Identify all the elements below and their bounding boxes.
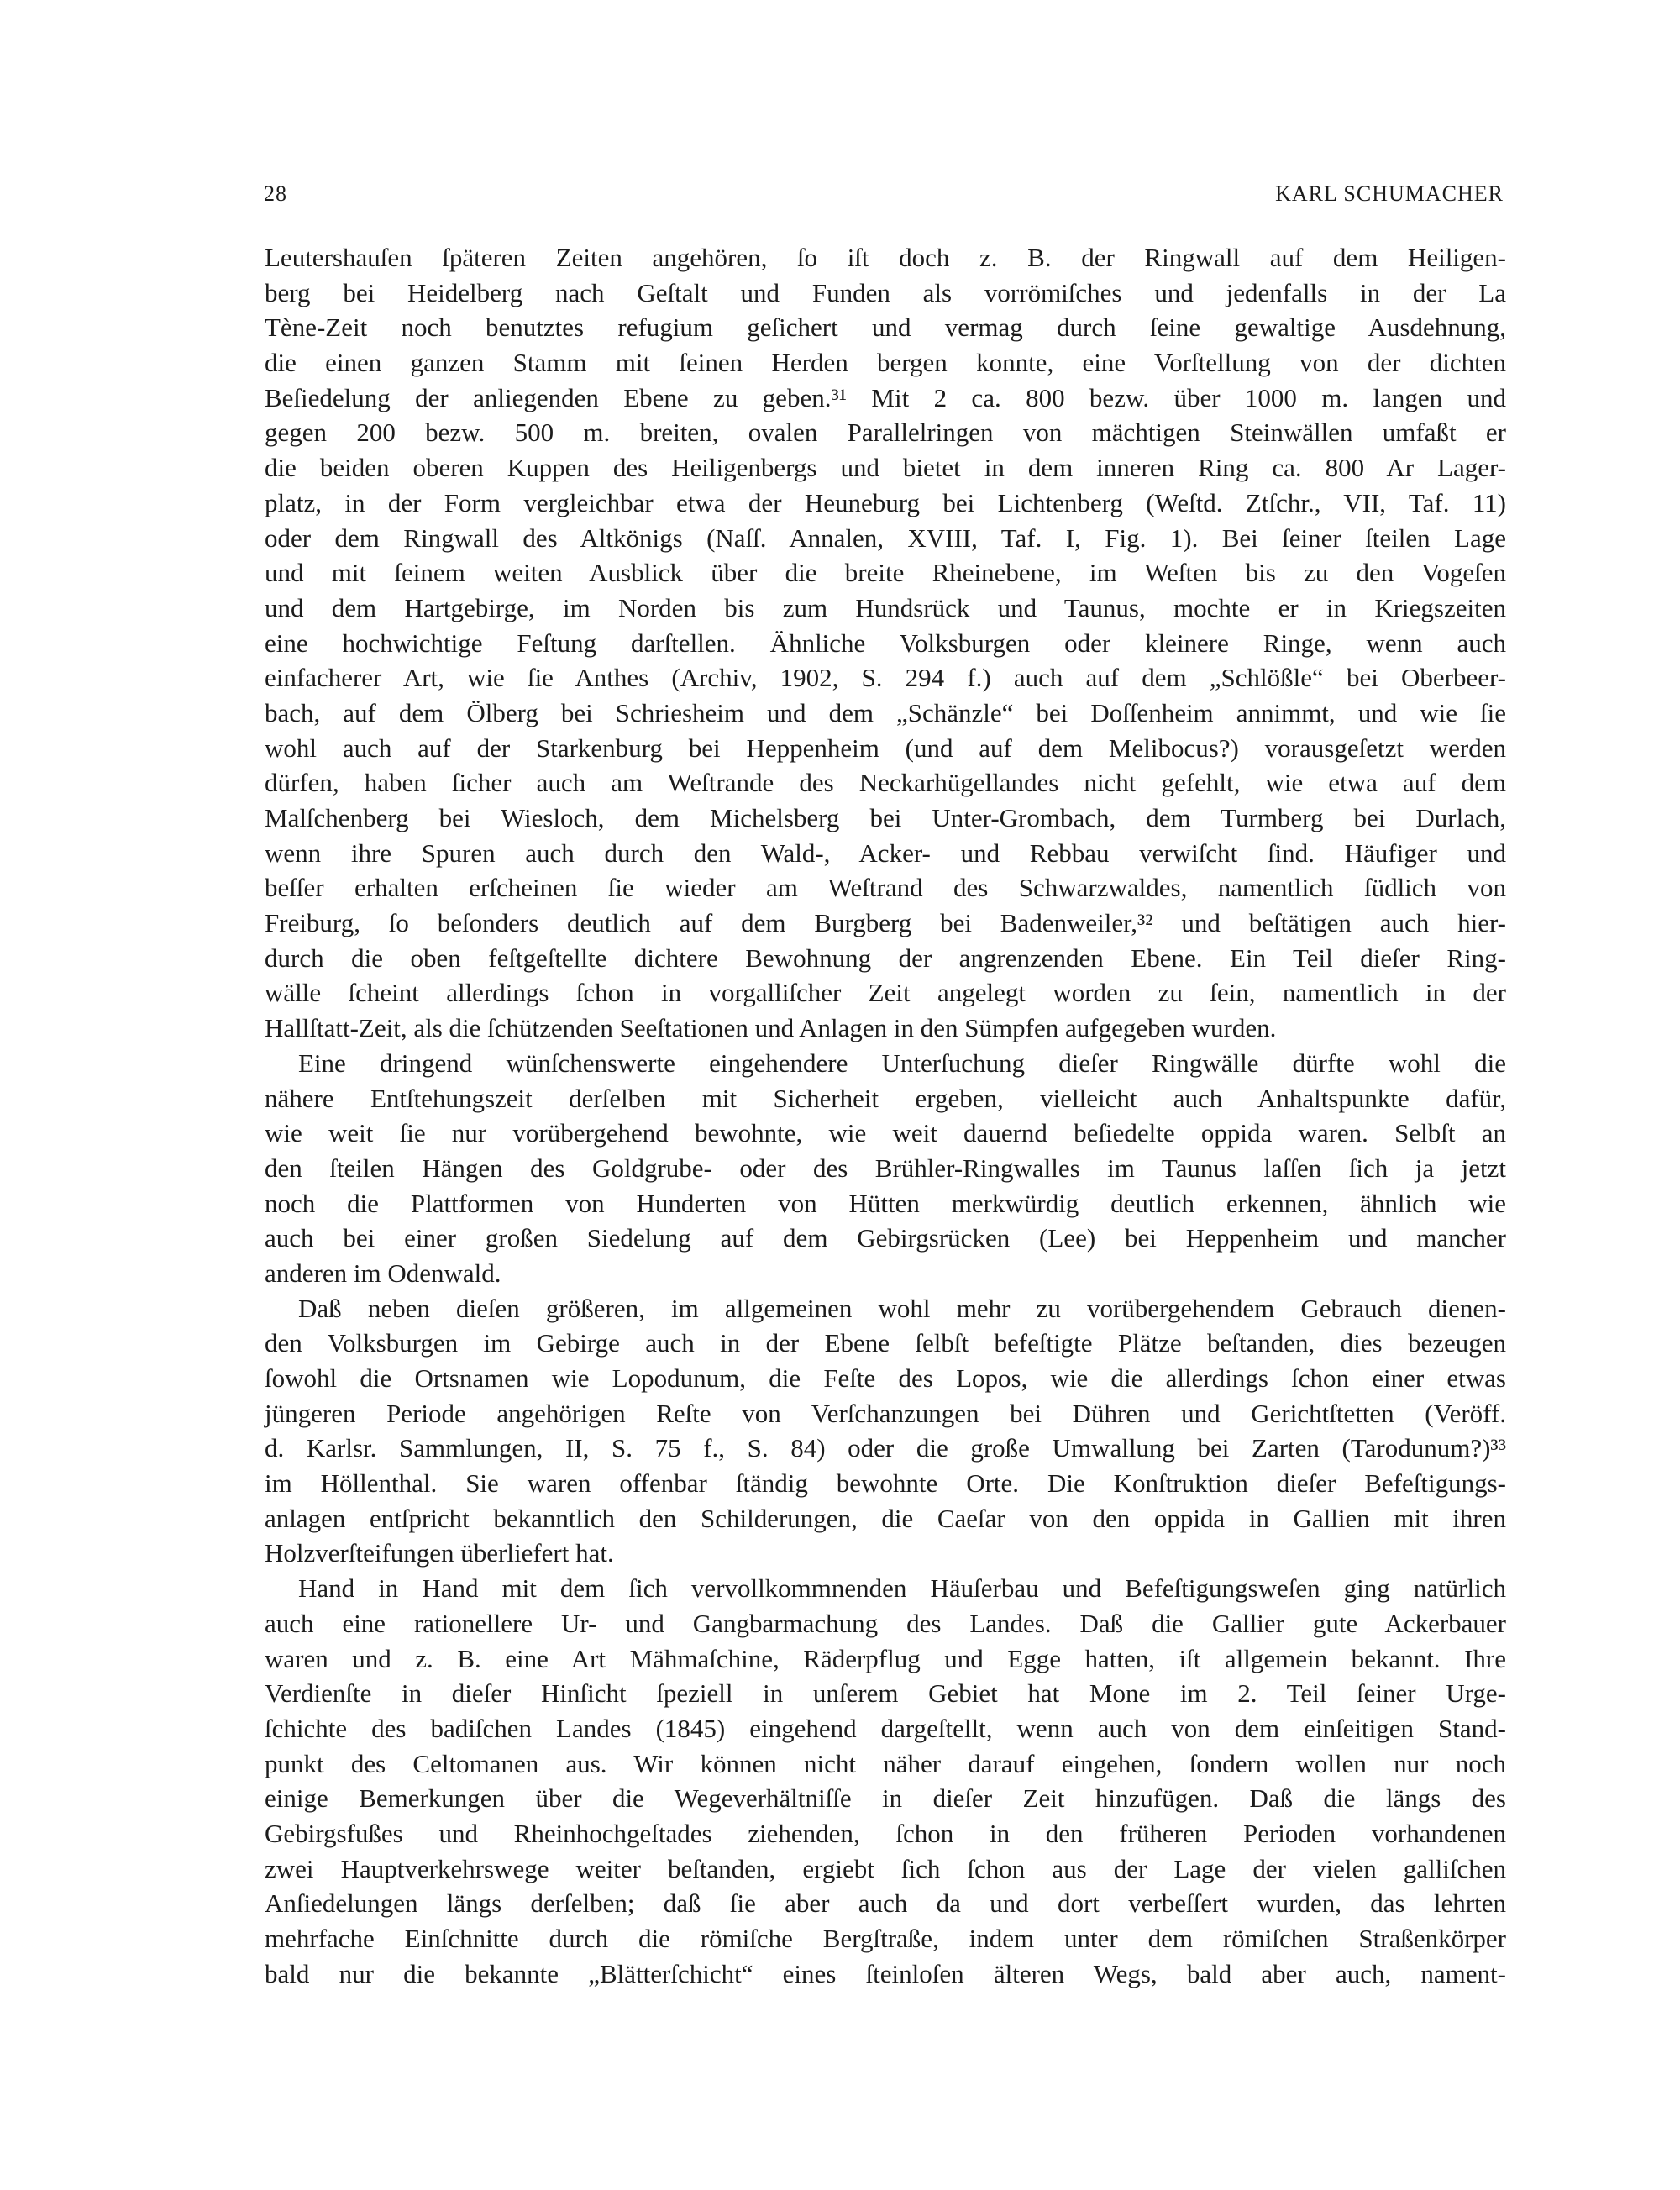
text-line: Hallſtatt-Zeit, als die ſchützenden Seeſtationen und Anlagen in den Sümpfen aufgegeben wurden.	[265, 1013, 1277, 1043]
text-line: Holzverſteifungen überliefert hat.	[265, 1538, 614, 1568]
text-line: oder dem Ringwall des Altkönigs (Naſſ. Annalen, XVIII, Taf. I, Fig. 1). Bei ſeiner ſteilen Lage	[265, 523, 1506, 553]
text-line: wohl auch auf der Starkenburg bei Heppenheim (und auf dem Melibocus?) vorausgeſetzt werden	[265, 733, 1506, 763]
text-line: Freiburg, ſo beſonders deutlich auf dem Burgberg bei Badenweiler,³² und beſtätigen auch hier-	[265, 908, 1506, 938]
text-line: gegen 200 bezw. 500 m. breiten, ovalen Parallelringen von mächtigen Steinwällen umfaßt er	[265, 418, 1506, 448]
text-line: beſſer erhalten erſcheinen ſie wieder am Weſtrand des Schwarzwaldes, namentlich ſüdlich von	[265, 873, 1506, 903]
text-line: platz, in der Form vergleichbar etwa der Heuneburg bei Lichtenberg (Weſtd. Ztſchr., VII, Taf. 11)	[265, 487, 1506, 517]
text-line: Verdienſte in dieſer Hinſicht ſpeziell in unſerem Gebiet hat Mone im 2. Teil ſeiner Urge-	[265, 1678, 1506, 1709]
running-head: KARL SCHUMACHER	[1275, 181, 1504, 206]
text-line: Eine dringend wünſchenswerte eingehendere Unterſuchung dieſer Ringwälle dürfte wohl die	[298, 1048, 1506, 1078]
text-line: bald nur die bekannte „Blätterſchicht“ eines ſteinloſen älteren Wegs, bald aber auch, nament-	[265, 1958, 1506, 1988]
text-line: Tène-Zeit noch benutztes refugium geſichert und vermag durch ſeine gewaltige Ausdehnung,	[265, 312, 1506, 343]
text-line: mehrfache Einſchnitte durch die römiſche Bergſtraße, indem unter dem römiſchen Straßenkörper	[265, 1924, 1506, 1953]
body-text	[265, 240, 1506, 1991]
text-line: wenn ihre Spuren auch durch den Wald-, Acker- und Rebbau verwiſcht ſind. Häufiger und	[265, 838, 1506, 868]
text-line: den ſteilen Hängen des Goldgrube- oder des Brühler-Ringwalles im Taunus laſſen ſich ja jetzt	[265, 1153, 1506, 1183]
text-line: auch bei einer großen Siedelung auf dem Gebirgsrücken (Lee) bei Heppenheim und mancher	[265, 1223, 1506, 1253]
text-line: wie weit ſie nur vorübergehend bewohnte, wie weit dauernd beſiedelte oppida waren. Selbſt an	[265, 1118, 1506, 1148]
text-line: den Volksburgen im Gebirge auch in der Ebene ſelbſt befeſtigte Plätze beſtanden, dies bezeugen	[265, 1328, 1506, 1358]
text-line: auch eine rationellere Ur- und Gangbarmachung des Landes. Daß die Gallier gute Ackerbauer	[265, 1608, 1506, 1638]
text-line: Anſiedelungen längs derſelben; daß ſie aber auch da und dort verbeſſert wurden, das lehrten	[265, 1888, 1506, 1919]
text-line: zwei Hauptverkehrswege weiter beſtanden, ergiebt ſich ſchon aus der Lage der vielen galliſchen	[265, 1853, 1506, 1883]
text-line: bach, auf dem Ölberg bei Schriesheim und dem „Schänzle“ bei Doſſenheim annimmt, und wie ſie	[265, 697, 1506, 727]
text-line: jüngeren Periode angehörigen Reſte von Verſchanzungen bei Dühren und Gerichtſtetten (Veröff.	[265, 1398, 1506, 1428]
text-line: einige Bemerkungen über die Wegeverhältniſſe in dieſer Zeit hinzufügen. Daß die längs des	[265, 1783, 1506, 1814]
text-line: eine hochwichtige Feſtung darſtellen. Ähnliche Volksburgen oder kleinere Ringe, wenn auch	[265, 628, 1506, 658]
text-line: d. Karlsr. Sammlungen, II, S. 75 f., S. 84) oder die große Umwallung bei Zarten (Tarodunum?)³³	[265, 1433, 1506, 1463]
text-line: einfacherer Art, wie ſie Anthes (Archiv, 1902, S. 294 f.) auch auf dem „Schlößle“ bei Oberbeer-	[265, 663, 1506, 693]
text-line: Leutershauſen ſpäteren Zeiten angehören, ſo iſt doch z. B. der Ringwall auf dem Heiligen-	[265, 243, 1506, 272]
page-number: 28	[264, 181, 287, 206]
text-line: noch die Plattformen von Hunderten von Hütten merkwürdig deutlich erkennen, ähnlich wie	[265, 1188, 1506, 1218]
text-line: nähere Entſtehungszeit derſelben mit Sicherheit ergeben, vielleicht auch Anhaltspunkte dafür,	[265, 1083, 1506, 1113]
text-line: Gebirgsfußes und Rheinhochgeſtades ziehenden, ſchon in den früheren Perioden vorhandenen	[265, 1818, 1506, 1848]
text-line: Malſchenberg bei Wiesloch, dem Michelsberg bei Unter-Grombach, dem Turmberg bei Durlach,	[265, 803, 1506, 832]
text-line: anderen im Odenwald.	[265, 1258, 501, 1288]
text-line: ſowohl die Ortsnamen wie Lopodunum, die Feſte des Lopos, wie die allerdings ſchon einer etwas	[265, 1363, 1506, 1393]
text-line: punkt des Celtomanen aus. Wir können nicht näher darauf eingehen, ſondern wollen nur noch	[265, 1748, 1506, 1778]
text-line: im Höllenthal. Sie waren offenbar ſtändig bewohnte Orte. Die Konſtruktion dieſer Befeſtigungs-	[265, 1468, 1506, 1499]
text-line: Beſiedelung der anliegenden Ebene zu geben.³¹ Mit 2 ca. 800 bezw. über 1000 m. langen und	[265, 382, 1506, 412]
text-line: ſchichte des badiſchen Landes (1845) eingehend dargeſtellt, wenn auch von dem einſeitigen Stand-	[265, 1713, 1506, 1743]
text-line: durch die oben feſtgeſtellte dichtere Bewohnung der angrenzenden Ebene. Ein Teil dieſer Ring-	[265, 943, 1506, 973]
text-line: dürfen, haben ſicher auch am Weſtrande des Neckarhügellandes nicht gefehlt, wie etwa auf dem	[265, 768, 1506, 798]
text-line: die beiden oberen Kuppen des Heiligenbergs und bietet in dem inneren Ring ca. 800 Ar Lager-	[265, 453, 1506, 483]
text-line: Daß neben dieſen größeren, im allgemeinen wohl mehr zu vorübergehendem Gebrauch dienen-	[298, 1293, 1506, 1323]
text-line: berg bei Heidelberg nach Geſtalt und Funden als vorrömiſches und jedenfalls in der La	[265, 277, 1506, 307]
text-line: wälle ſcheint allerdings ſchon in vorgalliſcher Zeit angelegt worden zu ſein, namentlich in der	[265, 978, 1506, 1008]
text-line: Hand in Hand mit dem ſich vervollkommnenden Häuſerbau und Befeſtigungsweſen ging natürlich	[298, 1573, 1506, 1604]
text-line: und mit ſeinem weiten Ausblick über die breite Rheinebene, im Weſten bis zu den Vogeſen	[265, 558, 1506, 588]
text-line: und dem Hartgebirge, im Norden bis zum Hundsrück und Taunus, mochte er in Kriegszeiten	[265, 592, 1506, 622]
text-line: waren und z. B. eine Art Mähmaſchine, Räderpflug und Egge hatten, iſt allgemein bekannt. Ihre	[265, 1643, 1506, 1673]
text-line: die einen ganzen Stamm mit ſeinen Herden bergen konnte, eine Vorſtellung von der dichten	[265, 348, 1506, 378]
text-line: anlagen entſpricht bekanntlich den Schilderungen, die Caeſar von den oppida in Gallien mit ihren	[265, 1503, 1506, 1533]
